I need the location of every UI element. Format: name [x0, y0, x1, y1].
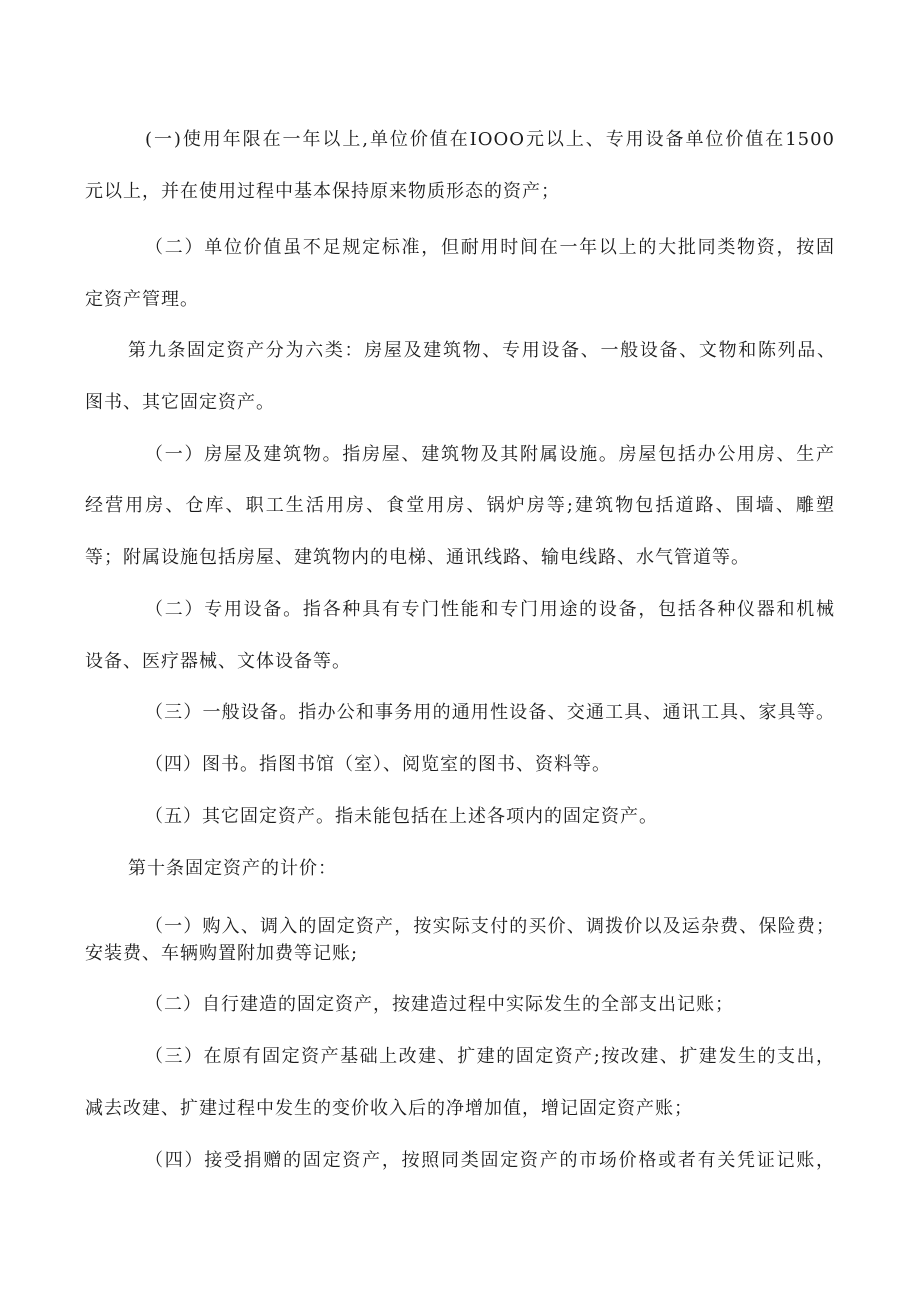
section-heading-line: 第十条固定资产的计价：: [128, 858, 337, 879]
paragraph-line: （一）购入、调入的固定资产，按实际支付的买价、调拨价以及运杂费、保险费；: [145, 916, 835, 937]
paragraph-line: 减去改建、扩建过程中发生的变价收入后的净增加值，增记固定资产账；: [85, 1098, 693, 1119]
paragraph-line: (一)使用年限在一年以上,单位价值在IOOO元以上、专用设备单位价值在1500: [145, 129, 835, 150]
paragraph-line: 等；附属设施包括房屋、建筑物内的电梯、通讯线路、输电线路、水气管道等。: [85, 547, 750, 568]
paragraph-line: （五）其它固定资产。指未能包括在上述各项内的固定资产。: [145, 806, 658, 827]
paragraph-line: （二）单位价值虽不足规定标准，但耐用时间在一年以上的大批同类物资，按固: [145, 237, 835, 258]
paragraph-line: （三）在原有固定资产基础上改建、扩建的固定资产;按改建、扩建发生的支出，: [145, 1046, 835, 1067]
paragraph-line: 经营用房、仓库、职工生活用房、食堂用房、锅炉房等;建筑物包括道路、围墙、雕塑: [85, 495, 835, 516]
paragraph-line: 安装费、车辆购置附加费等记账;: [85, 943, 359, 964]
paragraph-line: （四）接受捐赠的固定资产，按照同类固定资产的市场价格或者有关凭证记账，: [145, 1150, 835, 1171]
section-heading-line: 第九条固定资产分为六类：房屋及建筑物、专用设备、一般设备、文物和陈列品、: [128, 340, 836, 361]
paragraph-line: 定资产管理。: [85, 289, 199, 310]
paragraph-line: （一）房屋及建筑物。指房屋、建筑物及其附属设施。房屋包括办公用房、生产: [145, 444, 835, 465]
paragraph-line: （三）一般设备。指办公和事务用的通用性设备、交通工具、通讯工具、家具等。: [145, 702, 835, 723]
paragraph-line: 图书、其它固定资产。: [85, 392, 275, 413]
paragraph-line: （二）自行建造的固定资产，按建造过程中实际发生的全部支出记账；: [145, 994, 734, 1015]
paragraph-line: 元以上，并在使用过程中基本保持原来物质形态的资产；: [85, 181, 560, 202]
paragraph-line: （二）专用设备。指各种具有专门性能和专门用途的设备，包括各种仪器和机械: [145, 599, 835, 620]
paragraph-line: 设备、医疗器械、文体设备等。: [85, 651, 351, 672]
paragraph-line: （四）图书。指图书馆（室）、阅览室的图书、资料等。: [145, 754, 611, 775]
